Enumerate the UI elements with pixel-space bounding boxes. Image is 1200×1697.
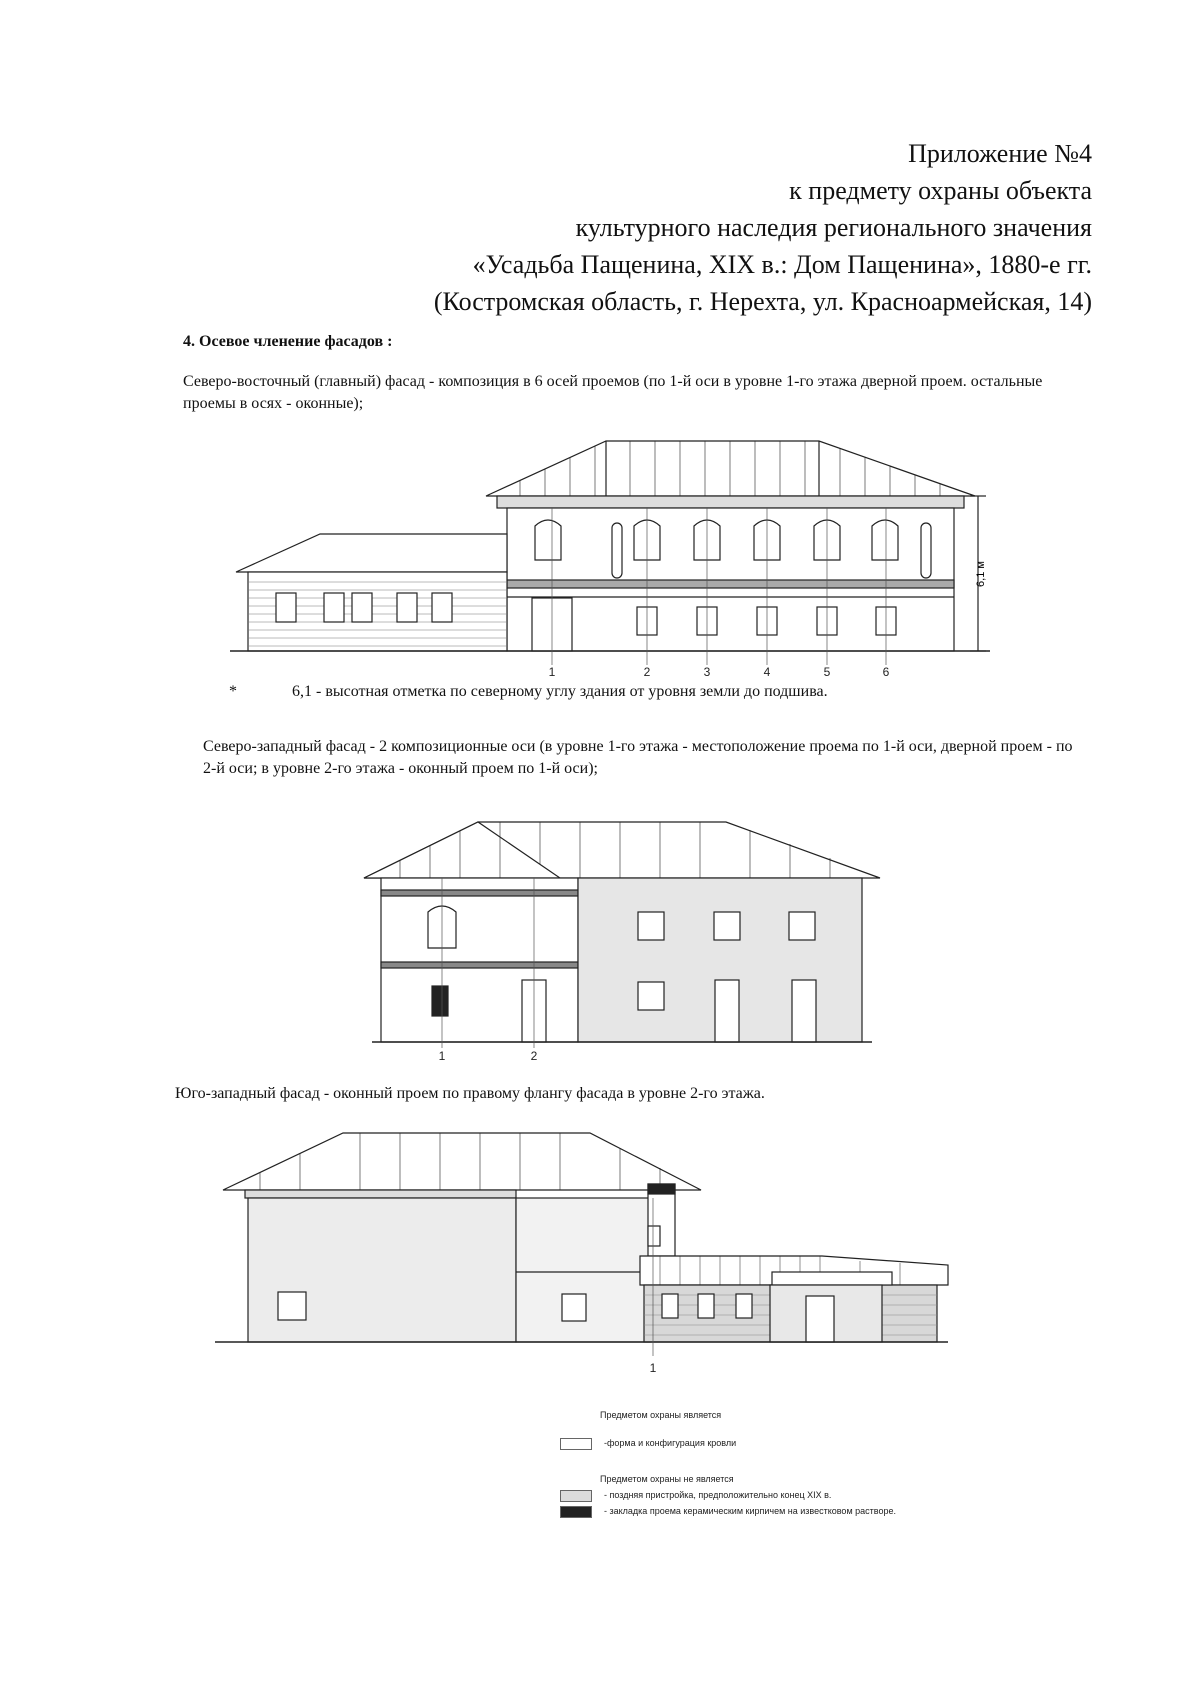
ne-axis-label: 5 bbox=[823, 665, 831, 679]
ne-axis-label: 4 bbox=[763, 665, 771, 679]
note-star: * bbox=[229, 683, 237, 700]
ne-axis-label: 2 bbox=[643, 665, 651, 679]
legend-swatch-dark bbox=[560, 1506, 592, 1518]
ne-axis-label: 3 bbox=[703, 665, 711, 679]
header-line-5: (Костромская область, г. Нерехта, ул. Красноармейская, 14) bbox=[433, 287, 1092, 316]
ne-axis-label: 6 bbox=[882, 665, 890, 679]
legend-swatch-blank bbox=[560, 1438, 592, 1450]
legend-protected-heading: Предметом охраны является bbox=[600, 1410, 722, 1420]
facade-ne-description: Северо-восточный (главный) фасад - композиция в 6 осей проемов (по 1-й оси в уровне 1-го этажа дверной проем. остальные проемы в осях - оконные); bbox=[183, 373, 1043, 412]
facade-nw-description: Северо-западный фасад - 2 композиционные оси (в уровне 1-го этажа - местоположение проема по 1-й оси, дверной проем - по 2-й оси; в уровне 2-го этажа - оконный проем по 1-й оси); bbox=[203, 738, 1073, 777]
legend-swatch-gray bbox=[560, 1490, 592, 1502]
section-title: 4. Осевое членение фасадов : bbox=[183, 333, 393, 350]
ne-axis-label: 1 bbox=[548, 665, 556, 679]
nw-axis-label: 1 bbox=[438, 1049, 446, 1063]
nw-axis-label: 2 bbox=[530, 1049, 538, 1063]
facade-sw-description: Юго-западный фасад - оконный проем по правому флангу фасада в уровне 2-го этажа. bbox=[175, 1085, 765, 1102]
header-line-4: «Усадьба Пащенина, XIX в.: Дом Пащенина», 1880-е гг. bbox=[472, 250, 1092, 279]
legend-not-protected-item-1: - поздняя пристройка, предположительно конец XIX в. bbox=[604, 1490, 832, 1500]
sw-roof bbox=[223, 1133, 701, 1190]
note-text: 6,1 - высотная отметка по северному углу здания от уровня земли до подшива. bbox=[292, 683, 828, 700]
legend-not-protected-heading: Предметом охраны не является bbox=[600, 1474, 734, 1484]
ne-dimension-label: 6,1 м bbox=[975, 561, 987, 587]
header-line-3: культурного наследия регионального значения bbox=[575, 213, 1092, 242]
header-line-1: Приложение №4 bbox=[908, 139, 1092, 168]
legend-not-protected-item-2: - закладка проема керамическим кирпичем на известковом растворе. bbox=[604, 1506, 896, 1516]
legend-protected-item: -форма и конфигурация кровли bbox=[604, 1438, 737, 1448]
header-line-2: к предмету охраны объекта bbox=[789, 176, 1092, 205]
sw-axis-label: 1 bbox=[649, 1361, 657, 1375]
